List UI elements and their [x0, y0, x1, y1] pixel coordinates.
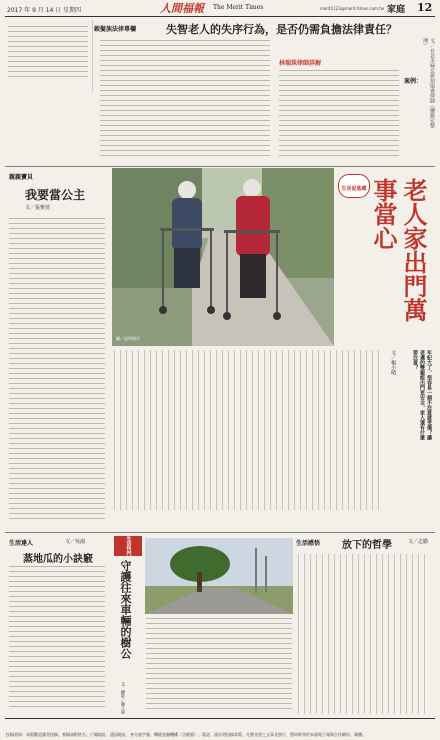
- top-story-headline: 失智老人的失序行為，是否仍需負擔法律責任？: [166, 23, 397, 36]
- feature-text-columns: [114, 350, 384, 510]
- issue-date: 2017 年 9 月 14 日 星期四: [7, 7, 82, 14]
- feature-photo-caption: 圖／達利照片: [116, 336, 140, 341]
- page-number: 12: [417, 1, 433, 14]
- newspaper-logo: 人間福報: [160, 2, 204, 15]
- feature-badge-label: 生活促進藏: [341, 186, 367, 192]
- top-story-subhead: 林瑞珠律師詳解: [279, 60, 322, 67]
- top-left-notice: [6, 20, 93, 92]
- bottom-mid-article: [112, 534, 144, 716]
- feature-body: [112, 348, 434, 512]
- feature-badge: [338, 174, 370, 198]
- top-story-case-label: 案例：: [404, 78, 423, 85]
- masthead-url: merit1123@merit-times.com.tw: [320, 6, 385, 11]
- feature-byline: 文／楊小晴: [390, 350, 396, 375]
- left-column-headline: 我要當公主: [25, 188, 86, 202]
- bottom-right-headline: 放下的哲學: [342, 540, 392, 551]
- tree-roadside-photo: [145, 538, 293, 614]
- bottom-right-byline: 文／志勤: [408, 539, 429, 545]
- elderly-walkers-photo: [112, 168, 334, 346]
- bottom-mid-body: [146, 618, 292, 714]
- top-story-kicker: 銀髮族法律專欄: [94, 26, 137, 33]
- left-column-kicker: 親親寶貝: [9, 174, 34, 181]
- bottom-right-article: [296, 534, 434, 716]
- feature-headline-area: [334, 168, 434, 346]
- divider-top: [5, 166, 435, 167]
- feature-headline: 老人家出門萬事當心: [369, 178, 428, 322]
- bottom-left-byline: 文／吳鴻: [65, 539, 86, 545]
- footer-notice: [6, 721, 434, 737]
- masthead: [0, 0, 440, 16]
- bottom-right-text-columns: [298, 554, 430, 714]
- bottom-left-kicker: 生活達人: [9, 540, 34, 547]
- feature-lead: 年紀大了，很容易一個不注意就受傷？讓老邁的雙親能出門更安全，家人還有什麼要注意？: [412, 350, 432, 440]
- top-story: [94, 18, 434, 166]
- mid-illustration-placeholder: [145, 538, 293, 614]
- left-column-byline: 文／張惟萱: [25, 205, 51, 211]
- bottom-left-headline: 蒸地瓜的小訣竅: [23, 554, 93, 565]
- footer-text: 投稿須知：本版歡迎讀者投稿，來稿請附姓名、戶籍地址、通訊地址、身分證字號、轉帳金融機構（含帳號）、電話，請註明投稿本版，凡獲刊登之文章及照片，將同時刊於本報電子報與合作網站、媒體。: [6, 732, 366, 737]
- newspaper-logo-en: The Merit Times: [213, 4, 264, 11]
- bottom-mid-headline: 守護往來車輛的樹公: [119, 560, 132, 659]
- divider-bottom: [5, 532, 435, 533]
- footer-rule: [5, 718, 435, 719]
- top-story-author: 文／台北市婦女新知協會律師（樓勝宏整理）: [422, 38, 435, 128]
- bottom-right-kicker: 生活感悟: [296, 540, 321, 547]
- bottom-left-article: [5, 534, 109, 716]
- left-column: [5, 168, 109, 530]
- feature-photo: [112, 168, 334, 346]
- section-name: 家庭: [387, 5, 406, 15]
- bottom-mid-byline: 文‧攝影／陳立瑋: [121, 682, 126, 714]
- bottom-mid-tag: 生活快門: [114, 536, 142, 556]
- masthead-rule: [5, 16, 435, 17]
